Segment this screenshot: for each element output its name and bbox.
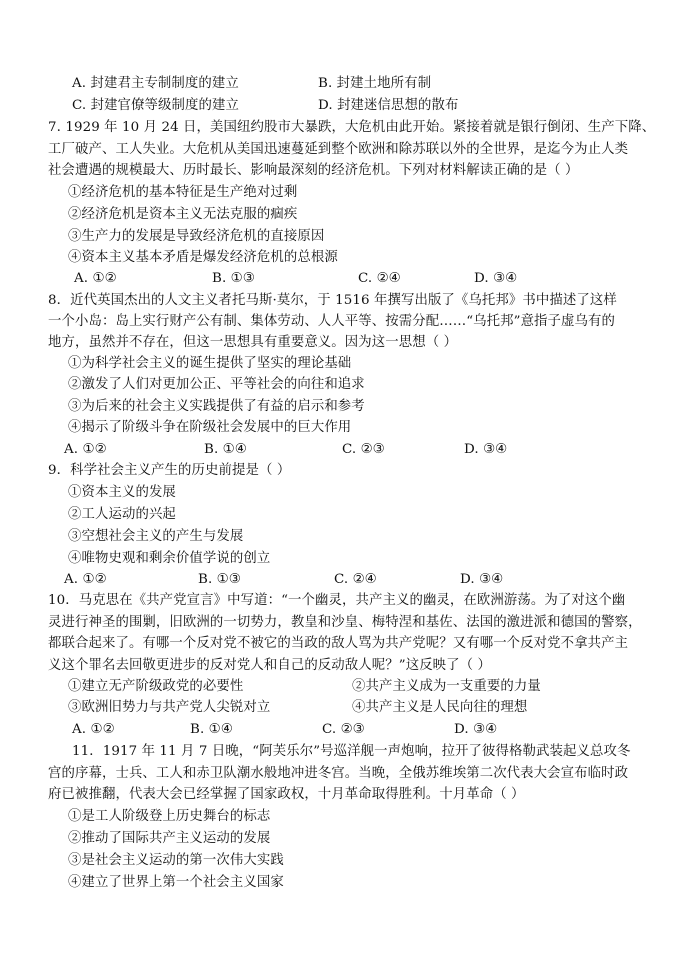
q10-choice-a: A. ①② [72,722,115,737]
q7-item: ③生产力的发展是导致经济危机的直接原因 [68,229,325,244]
q8-choice-b: B. ①④ [204,442,247,457]
q9-choice-c: C. ②④ [334,572,377,587]
q10-choice-d: D. ③④ [454,722,498,737]
q6-option-a: A. 封建君主专制制度的建立 [72,76,239,91]
q6-option-b: B. 封建土地所有制 [318,76,432,91]
q10-item: ②共产主义成为一支重要的力量 [352,679,541,694]
q11-stem-line: 宫的序幕，士兵、工人和赤卫队潮水般地冲进冬宫。当晚，全俄苏维埃第二次代表大会宣布临时政 [48,766,629,781]
q9-choice-a: A. ①② [64,572,107,587]
q11-item: ④建立了世界上第一个社会主义国家 [68,875,284,890]
q8-item: ③为后来的社会主义实践提供了有益的启示和参考 [68,399,365,414]
q11-stem-line: 11．1917 年 11 月 7 日晚，“阿芙乐尔”号巡洋舰一声炮响，拉开了彼得格勒武装起义总攻冬 [72,744,631,759]
q8-item: ④揭示了阶级斗争在阶级社会发展中的巨大作用 [68,420,352,435]
q8-item: ②激发了人们对更加公正、平等社会的向往和追求 [68,377,365,392]
q8-stem-line: 地方，虽然并不存在，但这一思想具有重要意义。因为这一思想（ ） [48,335,458,350]
q8-stem-line: 8．近代英国杰出的人文主义者托马斯·莫尔，于 1516 年撰写出版了《乌托邦》书中描述了这样 [48,293,617,308]
q8-item: ①为科学社会主义的诞生提供了坚实的理论基础 [68,356,352,371]
q9-stem-line: 9．科学社会主义产生的历史前提是（ ） [48,463,291,478]
q10-item: ③欧洲旧势力与共产党人尖锐对立 [68,700,271,715]
q10-stem-line: 义这个罪名去回敬更进步的反对党人和自己的反动敌人呢？”这反映了（ ） [48,658,491,673]
q7-choice-b: B. ①③ [212,271,255,286]
q7-item: ④资本主义基本矛盾是爆发经济危机的总根源 [68,250,338,265]
q7-choice-a: A. ①② [74,271,117,286]
q7-choice-c: C. ②④ [358,271,401,286]
q9-item: ②工人运动的兴起 [68,507,176,522]
q6-option-d: D. 封建迷信思想的散布 [318,98,459,113]
q7-stem-line: 社会遭遇的规模最大、历时最长、影响最深刻的经济危机。下列对材料解读正确的是（ ） [48,163,579,178]
q8-stem-line: 一个小岛：岛上实行财产公有制、集体劳动、人人平等、按需分配……“乌托邦”意指子虚乌有的 [48,314,616,329]
q9-item: ③空想社会主义的产生与发展 [68,529,244,544]
q8-choice-a: A. ①② [64,442,107,457]
q9-choice-d: D. ③④ [460,572,504,587]
q10-stem-line: 10．马克思在《共产党宣言》中写道：“一个幽灵，共产主义的幽灵，在欧洲游荡。为了对这个幽 [48,593,626,608]
q10-stem-line: 灵进行神圣的围剿，旧欧洲的一切势力，教皇和沙皇、梅特涅和基佐、法国的激进派和德国的警察， [48,615,642,630]
q7-choice-d: D. ③④ [474,271,518,286]
q8-choice-d: D. ③④ [464,442,508,457]
q7-stem-line: 工厂破产、工人失业。大危机从美国迅速蔓延到整个欧洲和除苏联以外的全世界，是迄今为止人类 [48,142,629,157]
q10-choice-b: B. ①④ [190,722,233,737]
q10-choice-c: C. ②③ [322,722,365,737]
q10-item: ④共产主义是人民向往的理想 [352,700,528,715]
q11-stem-line: 府已被推翻，代表大会已经掌握了国家政权，十月革命取得胜利。十月革命（ ） [48,787,525,802]
q8-choice-c: C. ②③ [342,442,385,457]
q7-item: ①经济危机的基本特征是生产绝对过剩 [68,185,298,200]
q9-item: ④唯物史观和剩余价值学说的创立 [68,551,271,566]
q9-item: ①资本主义的发展 [68,485,176,500]
q10-item: ①建立无产阶级政党的必要性 [68,679,244,694]
q11-item: ①是工人阶级登上历史舞台的标志 [68,809,271,824]
q11-item: ③是社会主义运动的第一次伟大实践 [68,853,284,868]
q7-item: ②经济危机是资本主义无法克服的痼疾 [68,207,298,222]
q6-option-c: C. 封建官僚等级制度的建立 [72,98,239,113]
q10-stem-line: 都联合起来了。有哪一个反对党不被它的当政的敌人骂为共产党呢？又有哪一个反对党不拿共产主 [48,636,629,651]
q7-stem-line: 7. 1929 年 10 月 24 日，美国纽约股市大暴跌，大危机由此开始。紧接着就是银行倒闭、生产下降、 [48,120,656,135]
q11-item: ②推动了国际共产主义运动的发展 [68,831,271,846]
q9-choice-b: B. ①③ [198,572,241,587]
